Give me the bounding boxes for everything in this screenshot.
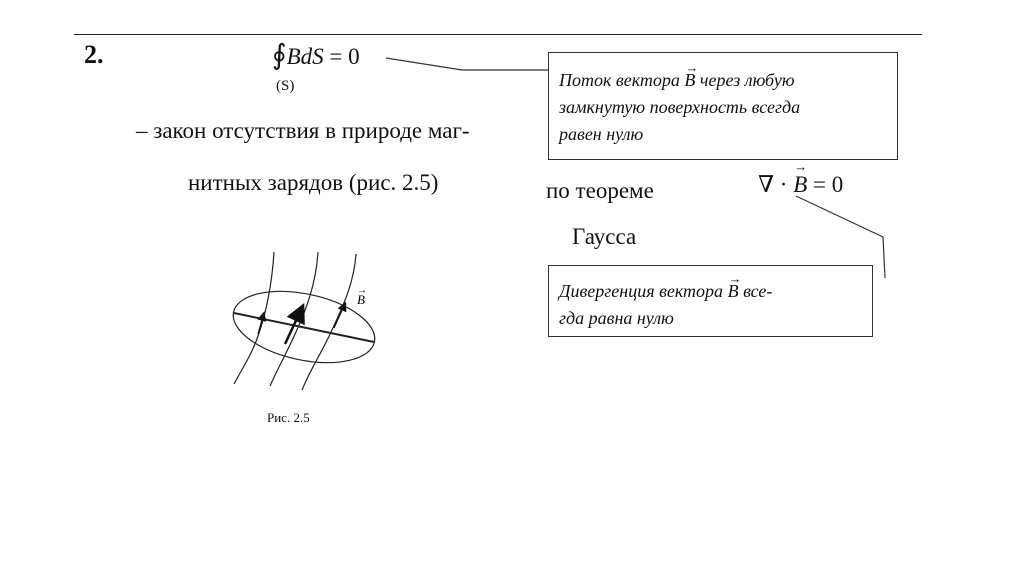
flux-note-line1: Поток вектора → B через любую — [559, 67, 887, 94]
vector-b: → B — [728, 278, 739, 305]
law-text-line2: нитных зарядов (рис. 2.5) — [188, 170, 439, 195]
contour-integral-sign: ∮ — [272, 40, 287, 71]
flux-note-line3: равен нулю — [559, 124, 644, 144]
equation2-rhs: = 0 — [813, 172, 844, 197]
vector-b: → B — [793, 172, 807, 198]
law-text-line1: – закон отсутствия в природе маг- — [136, 118, 470, 143]
field-line-2 — [270, 252, 318, 386]
equation1-lhs: BdS — [286, 44, 324, 69]
figure-caption: Рис. 2.5 — [267, 410, 310, 425]
theorem-name: Гаусса — [572, 224, 637, 249]
vector-label-arrow: → — [357, 285, 367, 296]
connector-line-2 — [796, 196, 885, 278]
vector-label: B — [357, 292, 365, 307]
integral-subscript: (S) — [276, 78, 295, 94]
divergence-note-line1: Дивергенция вектора → B все- — [559, 278, 862, 305]
divergence-note-line2: гда равна нулю — [559, 308, 674, 328]
surface-equator — [234, 313, 374, 342]
flux-note-line2: замкнутую поверхность всегда — [559, 97, 801, 117]
field-arrow-3 — [334, 306, 344, 328]
vector-b: → B — [684, 67, 695, 94]
field-line-3 — [302, 254, 356, 390]
section-number: 2. — [84, 40, 104, 69]
equation1-rhs: = 0 — [329, 44, 360, 69]
magnetic-field-figure — [222, 244, 392, 404]
nabla-operator: ∇ · — [758, 172, 788, 197]
connector-line-1 — [386, 58, 548, 70]
theorem-text: по теореме — [546, 178, 654, 203]
